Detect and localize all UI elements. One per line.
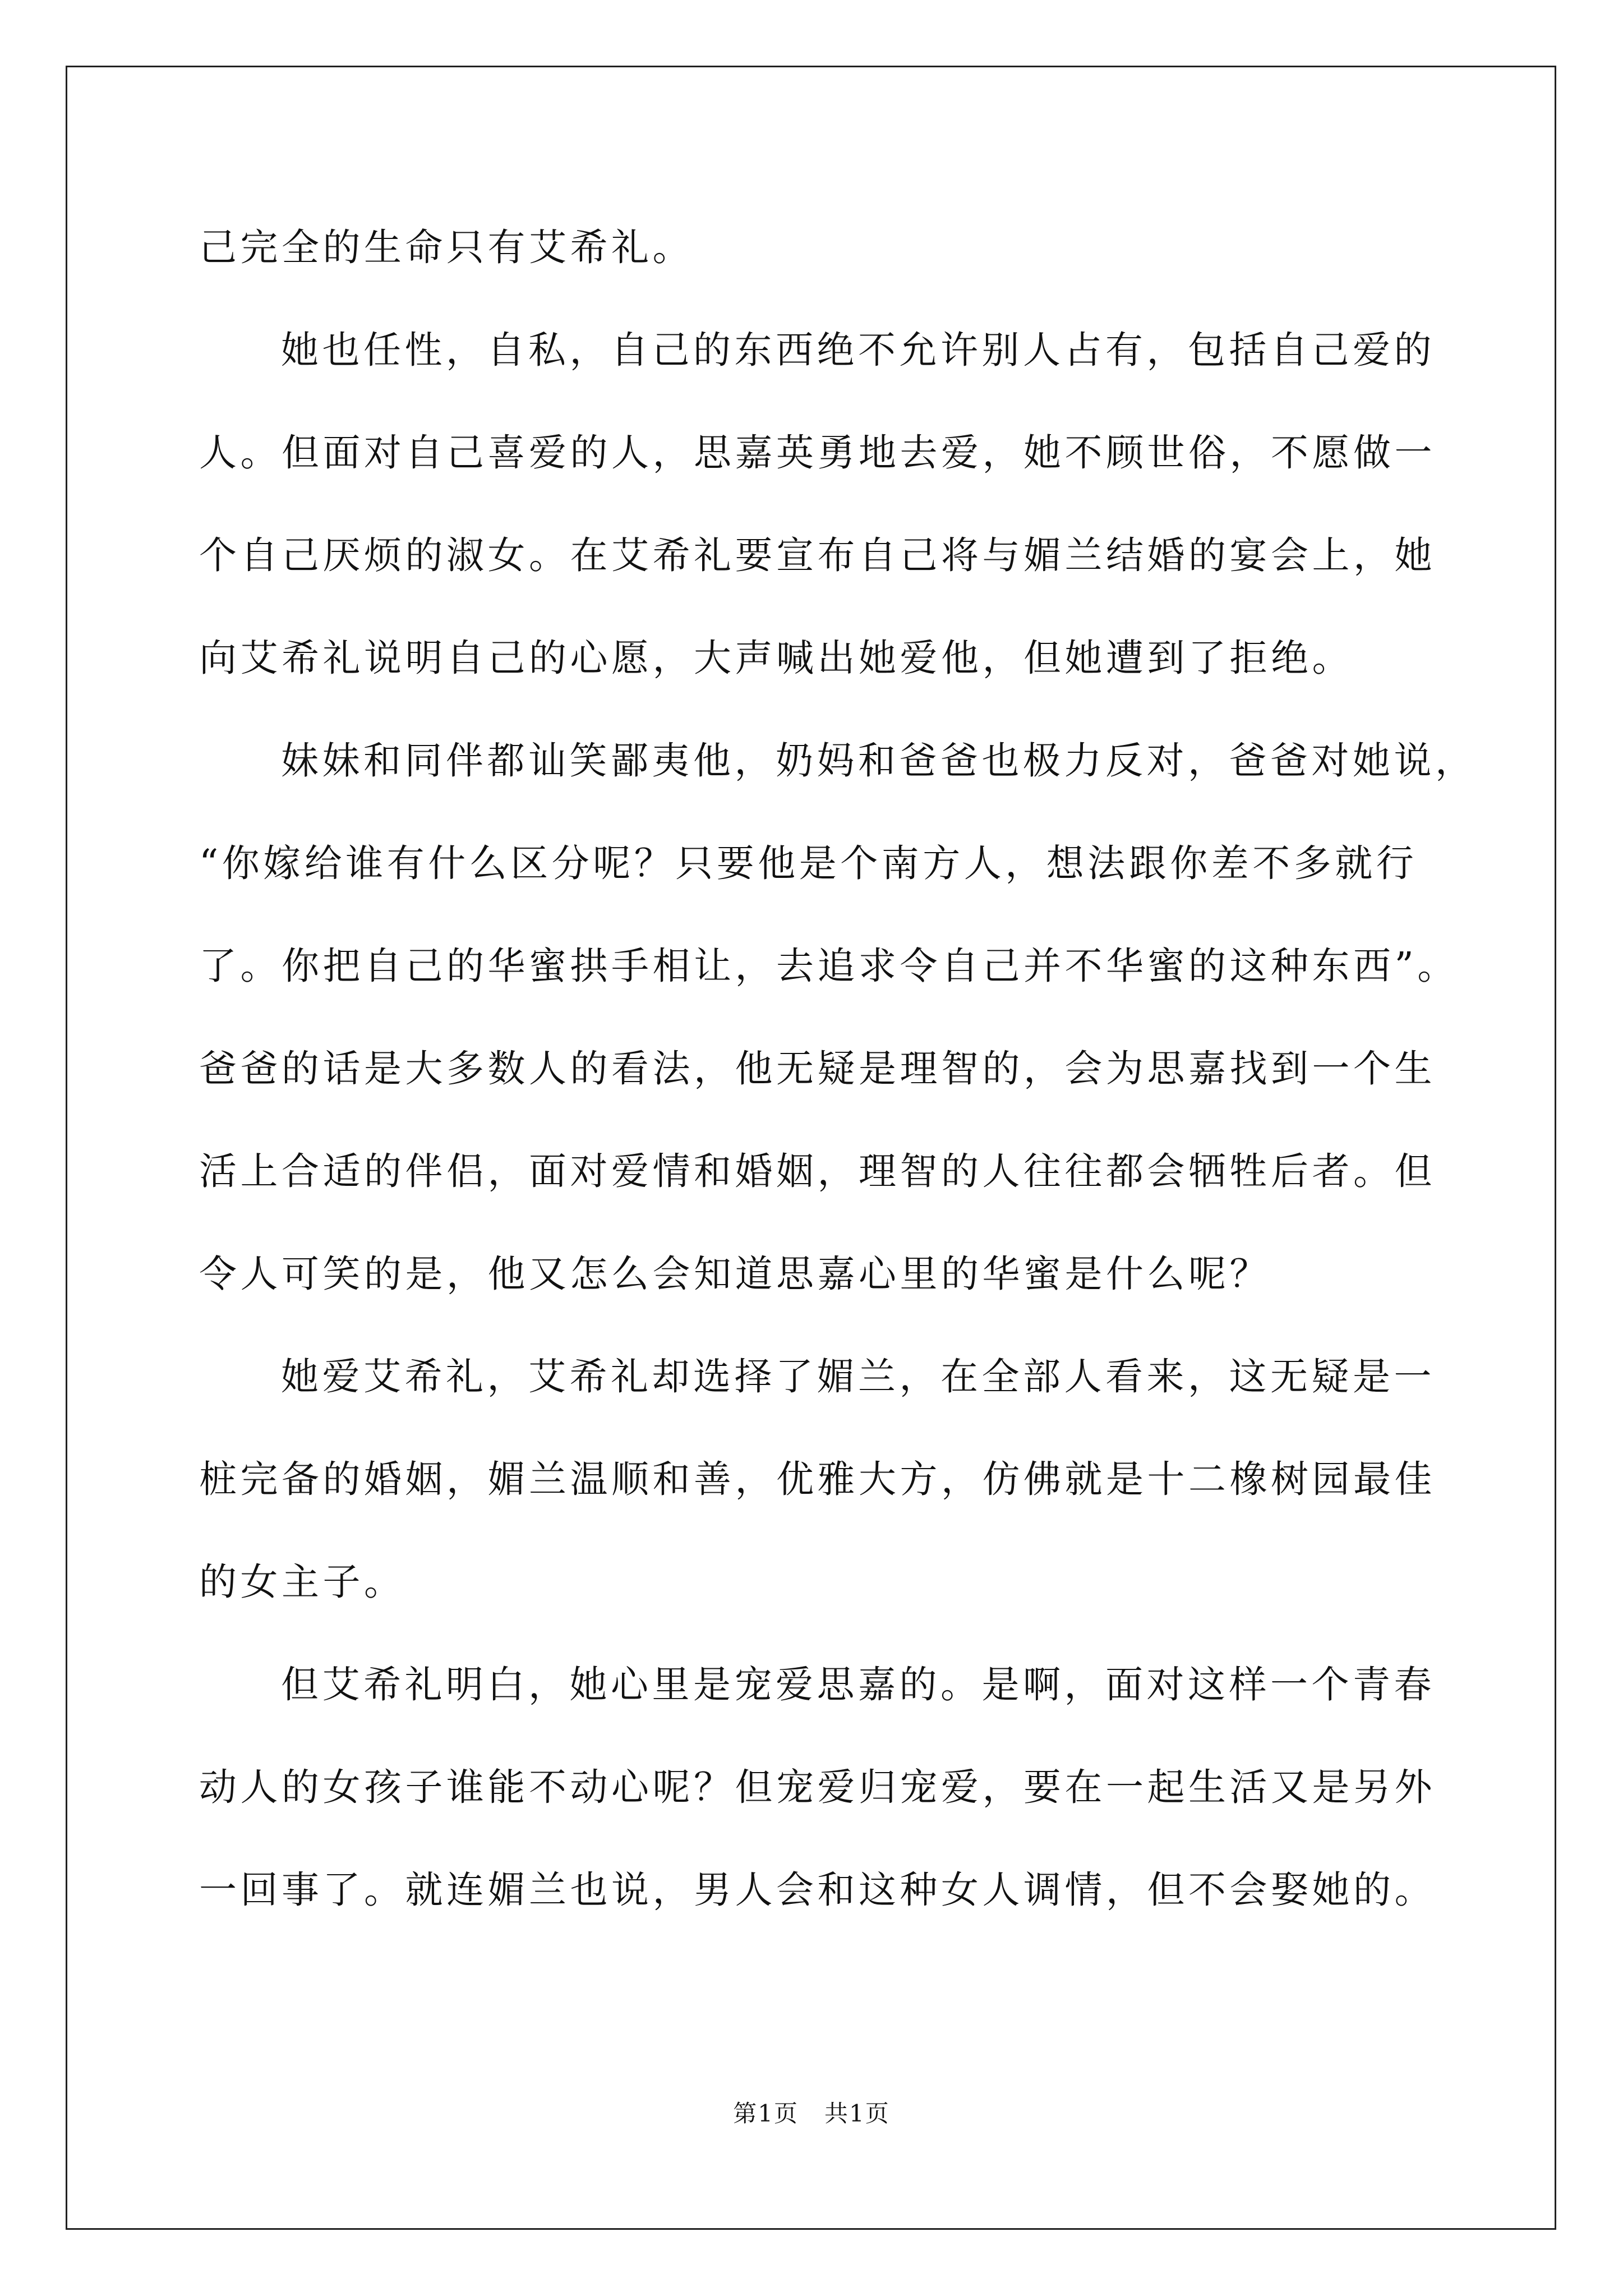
text-line: 她爱艾希礼，艾希礼却选择了媚兰，在全部人看来，这无疑是一 [281, 1355, 1435, 1398]
text-line: 动人的女孩子谁能不动心呢？但宠爱归宠爱，要在一起生活又是另外 [199, 1765, 1436, 1809]
text-line: 个自己厌烦的淑女。在艾希礼要宣布自己将与媚兰结婚的宴会上，她 [199, 533, 1436, 577]
total-pages: 共1页 [824, 2100, 890, 2127]
text-line: 了。你把自己的华蜜拱手相让，去追求令自己并不华蜜的这种东西”。 [199, 944, 1459, 988]
text-line: 桩完备的婚姻，媚兰温顺和善，优雅大方，仿佛就是十二橡树园最佳 [199, 1457, 1436, 1501]
page-number: 第1页 [733, 2100, 799, 2127]
text-line: 的女主子。 [199, 1560, 405, 1604]
text-line: 她也任性，自私，自己的东西绝不允许别人占有，包括自己爱的 [281, 328, 1435, 372]
text-line: 向艾希礼说明自己的心愿，大声喊出她爱他，但她遭到了拒绝。 [199, 636, 1353, 680]
page-footer [0, 2095, 1623, 2129]
text-line: “你嫁给谁有什么区分呢？只要他是个南方人，想法跟你差不多就行 [199, 841, 1418, 885]
text-line: 但艾希礼明白，她心里是宠爱思嘉的。是啊，面对这样一个青春 [281, 1663, 1435, 1706]
text-line: 人。但面对自己喜爱的人，思嘉英勇地去爱，她不顾世俗，不愿做一 [199, 431, 1436, 475]
text-line: 一回事了。就连媚兰也说，男人会和这种女人调情，但不会娶她的。 [199, 1868, 1436, 1912]
text-line: 令人可笑的是，他又怎么会知道思嘉心里的华蜜是什么呢？ [199, 1252, 1271, 1296]
text-line: 己完全的生命只有艾希礼。 [199, 226, 694, 269]
text-line: 妹妹和同伴都讪笑鄙夷他，奶妈和爸爸也极力反对，爸爸对她说， [281, 739, 1477, 783]
text-line: 活上合适的伴侣，面对爱情和婚姻，理智的人往往都会牺牲后者。但 [199, 1149, 1436, 1193]
text-line: 爸爸的话是大多数人的看法，他无疑是理智的，会为思嘉找到一个生 [199, 1047, 1436, 1091]
document-body [199, 196, 1477, 1941]
